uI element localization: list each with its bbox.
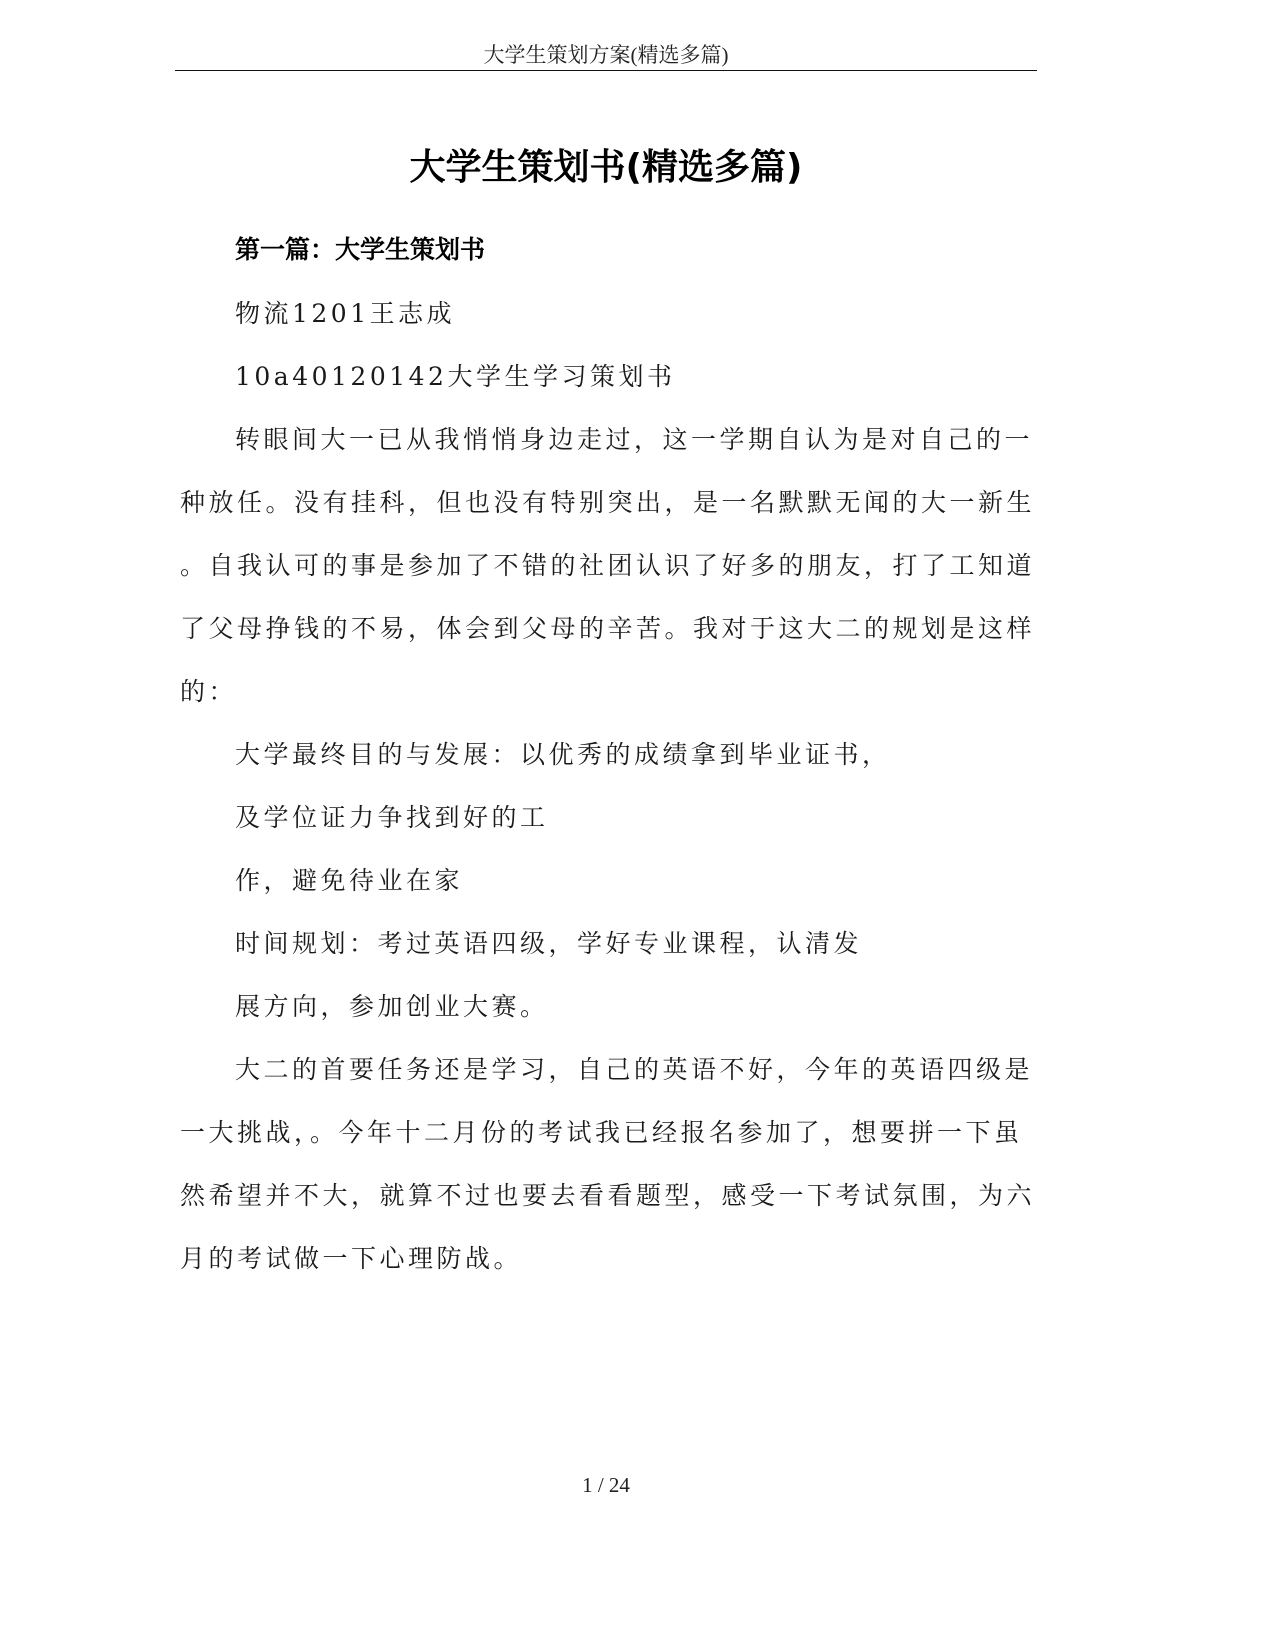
paragraph-line: 种放任。没有挂科，但也没有特别突出，是一名默默无闻的大一新生: [180, 488, 1036, 517]
paragraph-line: 月的考试做一下心理防战。: [180, 1244, 523, 1273]
author-line: 物流1201王志成: [235, 299, 456, 328]
paragraph-line: 。自我认可的事是参加了不错的社团认识了好多的朋友，打了工知道: [180, 551, 1036, 580]
paragraph-line: 大二的首要任务还是学习，自己的英语不好，今年的英语四级是: [235, 1055, 1034, 1084]
section-heading: 第一篇：大学生策划书: [235, 235, 486, 264]
header-divider: [175, 70, 1037, 71]
page-number: 1 / 24: [582, 1473, 630, 1497]
paragraph-line: 时间规划：考过英语四级，学好专业课程，认清发: [235, 929, 863, 958]
paragraph-line: 转眼间大一已从我悄悄身边走过，这一学期自认为是对自己的一: [235, 425, 1034, 454]
running-header: 大学生策划方案(精选多篇): [483, 43, 729, 67]
document-body: [180, 282, 1040, 1290]
document-title: 大学生策划书(精选多篇): [409, 147, 803, 188]
paragraph-line: 大学最终目的与发展：以优秀的成绩拿到毕业证书，: [235, 740, 891, 769]
paragraph-line: 及学位证力争找到好的工: [235, 803, 549, 832]
subtitle-line: 10a40120142大学生学习策划书: [235, 362, 676, 391]
paragraph-line: 了父母挣钱的不易，体会到父母的辛苦。我对于这大二的规划是这样: [180, 614, 1036, 643]
paragraph-line: 一大挑战，。今年十二月份的考试我已经报名参加了，想要拼一下虽: [180, 1118, 1023, 1147]
paragraph-line: 然希望并不大，就算不过也要去看看题型，感受一下考试氛围，为六: [180, 1181, 1036, 1210]
paragraph-line: 的：: [180, 677, 238, 706]
paragraph-line: 展方向，参加创业大赛。: [235, 992, 549, 1021]
paragraph-line: 作，避免待业在家: [235, 866, 464, 895]
